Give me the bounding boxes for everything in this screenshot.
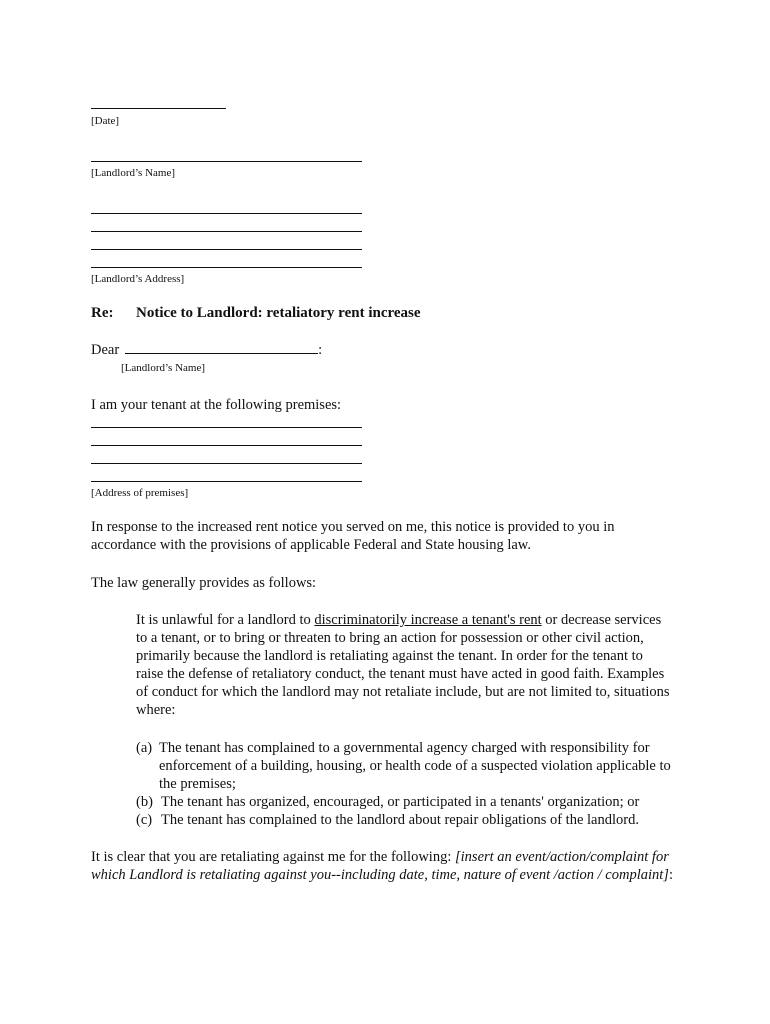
closing-end: :: [668, 867, 673, 883]
list-text-c: The tenant has complained to the landlord about repair obligations of the landlord.: [161, 812, 639, 828]
date-line: [91, 108, 226, 109]
landlord-address-label: [Landlord’s Address]: [91, 273, 185, 285]
body-paragraph-2: The law generally provides as follows:: [91, 575, 317, 591]
body-paragraph-1-line-2: accordance with the provisions of applicable Federal and State housing law.: [91, 537, 531, 553]
list-marker-b: (b): [136, 794, 153, 810]
dear-name-line: [125, 341, 318, 354]
re-label: Re:: [91, 305, 114, 321]
list-item-a: [136, 739, 681, 793]
law-quote: [136, 611, 670, 719]
subject-title: Notice to Landlord: retaliatory rent increase: [136, 305, 421, 321]
list-text-a: The tenant has complained to a governmental agency charged with responsibility for enforcement of a building, housing, or health code of a suspected violation applicable to the premises;: [159, 740, 671, 792]
premises-line-2: [91, 445, 362, 446]
salutation: [91, 341, 322, 359]
list-text-b: The tenant has organized, encouraged, or participated in a tenants' organization; or: [161, 794, 640, 810]
law-quote-lead: It is unlawful for a landlord to: [136, 612, 315, 628]
law-quote-rest: or decrease services to a tenant, or to bring or threaten to bring an action for possession or other civil action, primarily because the landlord is retaliating against the tenant. In order for the tenant to raise the defense of retaliatory conduct, the tenant must have acted in good faith. Examples of conduct for which the landlord may not retaliate include, but are not limited to, situations where:: [136, 612, 670, 718]
premises-label: [Address of premises]: [91, 487, 189, 499]
date-label: [Date]: [91, 115, 120, 127]
premises-intro: I am your tenant at the following premises:: [91, 397, 342, 413]
dear-word: Dear: [91, 342, 120, 358]
list-marker-a: (a): [136, 740, 153, 756]
landlord-address-line-2: [91, 231, 362, 232]
list-marker-c: (c): [136, 812, 153, 828]
law-quote-underlined: discriminatorily increase a tenant's rent: [314, 612, 542, 628]
landlord-address-line-3: [91, 249, 362, 250]
landlord-address-line-1: [91, 213, 362, 214]
landlord-name-label: [Landlord’s Name]: [91, 167, 175, 179]
dear-name-label: [Landlord’s Name]: [121, 362, 205, 374]
premises-line-4: [91, 481, 362, 482]
landlord-name-line: [91, 161, 362, 162]
landlord-address-line-4: [91, 267, 362, 268]
premises-line-1: [91, 427, 362, 428]
list-item-c: [136, 811, 681, 829]
body-paragraph-1-line-1: In response to the increased rent notice you served on me, this notice is provided to you in: [91, 519, 615, 535]
closing-lead: It is clear that you are retaliating against me for the following:: [91, 849, 455, 865]
list-item-b: [136, 793, 681, 811]
closing-instruction: [insert an event/action/complaint for which Landlord is retaliating against you--including date, time, nature of event /action / complaint]: [91, 849, 669, 883]
premises-line-3: [91, 463, 362, 464]
closing-paragraph: [91, 848, 681, 884]
dear-colon: :: [318, 342, 323, 358]
